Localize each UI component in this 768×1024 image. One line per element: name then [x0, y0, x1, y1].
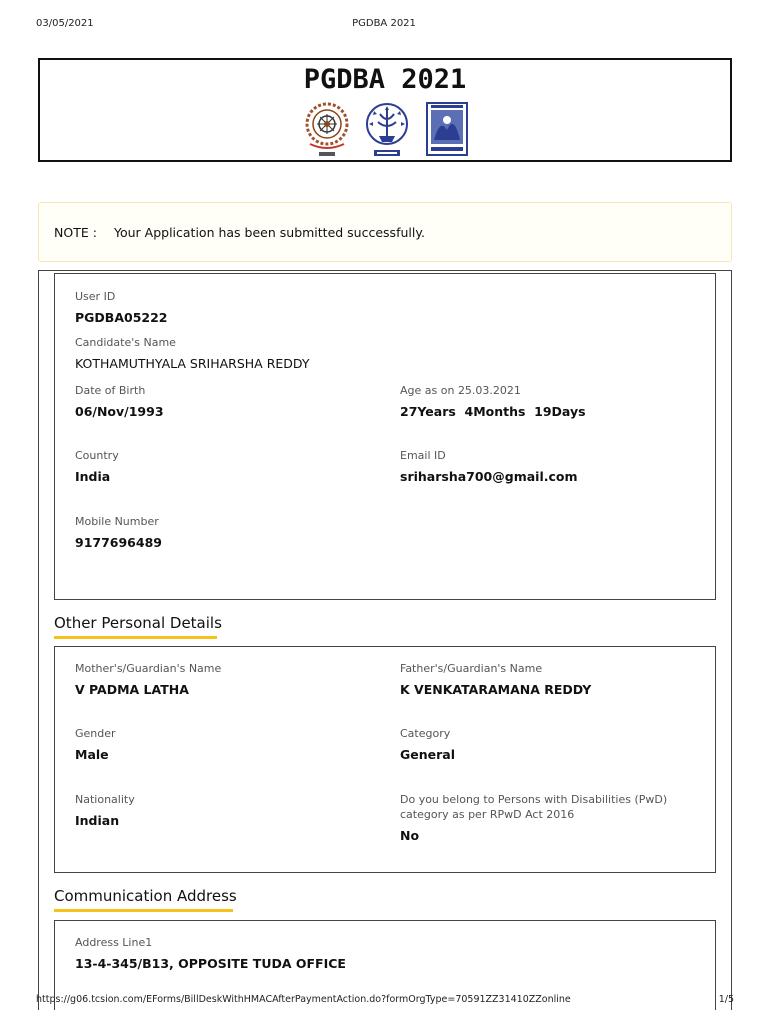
address-line1-value: 13-4-345/B13, OPPOSITE TUDA OFFICE	[75, 956, 346, 971]
communication-address-underline	[54, 909, 233, 912]
category-label: Category	[400, 727, 451, 740]
print-header	[0, 18, 768, 30]
dob-label: Date of Birth	[75, 384, 146, 397]
communication-address-heading: Communication Address	[54, 887, 237, 905]
print-title: PGDBA 2021	[352, 18, 416, 29]
pwd-label: Do you belong to Persons with Disabilities (PwD) category as per RPwD Act 2016	[400, 793, 668, 821]
mobile-label: Mobile Number	[75, 515, 159, 528]
candidate-name-value: KOTHAMUTHYALA SRIHARSHA REDDY	[75, 356, 310, 371]
age-value: 27Years 4Months 19Days	[400, 404, 586, 419]
nationality-value: Indian	[75, 813, 120, 828]
country-value: India	[75, 469, 111, 484]
iim-calcutta-logo-icon	[302, 100, 352, 160]
candidate-details-card	[54, 273, 716, 600]
print-date: 03/05/2021	[36, 18, 94, 29]
banner-title: PGDBA 2021	[303, 64, 467, 95]
pwd-value: No	[400, 828, 420, 843]
mother-name-label: Mother's/Guardian's Name	[75, 662, 222, 675]
print-footer	[0, 994, 768, 1006]
user-id-value: PGDBA05222	[75, 310, 168, 325]
gender-label: Gender	[75, 727, 116, 740]
mobile-value: 9177696489	[75, 535, 162, 550]
note-text: Your Application has been submitted successfully.	[114, 225, 425, 240]
email-label: Email ID	[400, 449, 446, 462]
dob-value: 06/Nov/1993	[75, 404, 164, 419]
father-name-value: K VENKATARAMANA REDDY	[400, 682, 592, 697]
mother-name-value: V PADMA LATHA	[75, 682, 189, 697]
other-personal-details-heading: Other Personal Details	[54, 614, 222, 632]
gender-value: Male	[75, 747, 109, 762]
other-personal-details-underline	[54, 636, 217, 639]
isi-kolkata-logo-icon	[422, 100, 472, 160]
category-value: General	[400, 747, 455, 762]
iit-kharagpur-logo-icon	[362, 100, 412, 160]
other-personal-details-card	[54, 646, 716, 873]
user-id-label: User ID	[75, 290, 116, 303]
address-line1-label: Address Line1	[75, 936, 153, 949]
country-label: Country	[75, 449, 119, 462]
age-label: Age as on 25.03.2021	[400, 384, 521, 397]
success-note	[38, 202, 732, 262]
father-name-label: Father's/Guardian's Name	[400, 662, 543, 675]
print-url: https://g06.tcsion.com/EForms/BillDeskWithHMACAfterPaymentAction.do?formOrgType=70591ZZ31410ZZonline	[36, 994, 571, 1005]
nationality-label: Nationality	[75, 793, 135, 806]
print-page-number: 1/5	[718, 994, 734, 1005]
email-value: sriharsha700@gmail.com	[400, 469, 578, 484]
banner	[38, 58, 732, 162]
candidate-name-label: Candidate's Name	[75, 336, 176, 349]
note-label: NOTE :	[54, 225, 97, 240]
